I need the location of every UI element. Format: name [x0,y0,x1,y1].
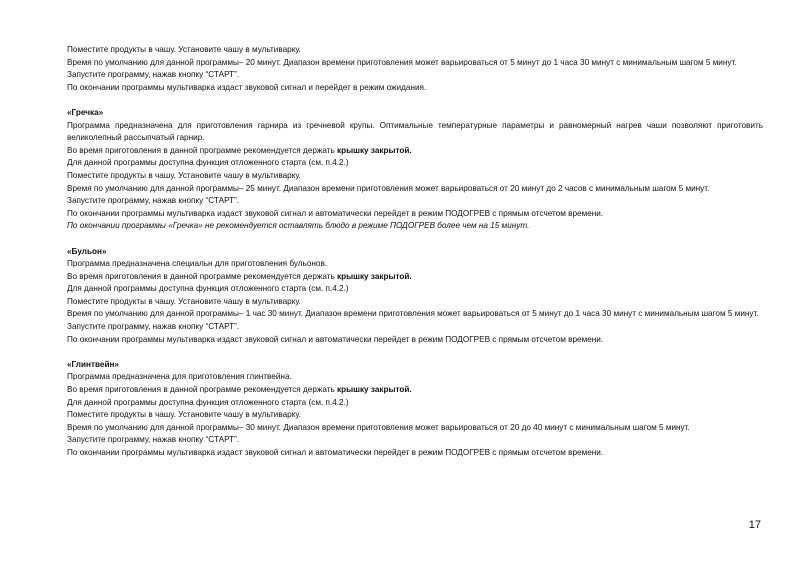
section-line: Время по умолчанию для данной программы– 25 минут. Диапазон времени приготовления может варьироваться от 20 минут до 2 часов с минимальным шагом 5 минут. [67,183,710,193]
lid-note-text: Во время приготовления в данной программе рекомендуется держать [67,271,338,281]
section-line: Программа предназначена для приготовления гарнира из гречневой крупы. Оптимальные температурные параметры и равномерный нагрев чаши позволяют приготовить великолепный рассыпчатый гарнир. [67,120,763,143]
section-line: Запустите программу, нажав кнопку “СТАРТ”. [67,322,240,332]
section-line: Для данной программы доступна функция отложенного старта (см. п.4.2.) [67,158,349,168]
section-title: «Бульон» [67,246,107,256]
section-bulon [67,246,763,347]
lid-closed-emphasis: крышку закрытой. [337,145,412,155]
section-line: Программа предназначена для приготовления глинтвейна. [67,372,292,382]
page-number: 17 [748,519,761,531]
section-line: Для данной программы доступна функция отложенного старта (см. п.4.2.) [67,397,349,407]
section-glintvein [67,359,763,460]
section-line: Время по умолчанию для данной программы– 1 час 30 минут. Диапазон времени приготовления может варьироваться от 5 минут до 1 часа 30 минут с минимальным шагом 5 минут. [67,309,759,319]
section-line: Поместите продукты в чашу. Установите чашу в мультиварку. [67,170,301,180]
section-line: Программа предназначена специальн для приготовления бульонов. [67,259,328,269]
intro-section [67,44,763,94]
section-line [67,271,763,284]
section-title: «Глинтвейн» [67,359,119,369]
section-line: По окончании программы мультиварка издаст звуковой сигнал и автоматически перейдет в режим ПОДОГРЕВ с прямым отсчетом времени. [67,208,604,218]
lid-closed-emphasis: крышку закрытой. [337,385,412,395]
section-line: Запустите программу, нажав кнопку “СТАРТ”. [67,196,240,206]
section-grechka [67,107,763,233]
lid-note-text: Во время приготовления в данной программе рекомендуется держать [67,385,338,395]
intro-line: Запустите программу, нажав кнопку “СТАРТ”. [67,70,240,80]
document-page [67,44,763,460]
warning-note: По окончании программы «Гречка» не рекомендуется оставлять блюдо в режиме ПОДОГРЕВ более чем на 15 минут. [67,221,530,231]
section-line: Для данной программы доступна функция отложенного старта (см. п.4.2.) [67,284,349,294]
section-line: По окончании программы мультиварка издаст звуковой сигнал и автоматически перейдет в режим ПОДОГРЕВ с прямым отсчетом времени. [67,334,604,344]
section-line: Время по умолчанию для данной программы– 30 минут. Диапазон времени приготовления может варьироваться от 20 до 40 минут с минимальным шагом 5 минут. [67,422,690,432]
intro-line: Время по умолчанию для данной программы– 20 минут. Диапазон времени приготовления может варьироваться от 5 минут до 1 часа 30 минут с минимальным шагом 5 минут. [67,57,737,67]
section-line: Поместите продукты в чашу. Установите чашу в мультиварку. [67,296,301,306]
section-line: По окончании программы мультиварка издаст звуковой сигнал и автоматически перейдет в режим ПОДОГРЕВ с прямым отсчетом времени. [67,448,604,457]
section-line: Запустите программу, нажав кнопку “СТАРТ”. [67,435,240,445]
lid-closed-emphasis: крышку закрытой. [337,271,412,281]
section-line [67,145,763,158]
intro-line: Поместите продукты в чашу. Установите чашу в мультиварку. [67,45,301,54]
intro-line: По окончании программы мультиварка издаст звуковой сигнал и перейдет в режим ожидания. [67,82,427,92]
section-line [67,384,763,397]
section-title: «Гречка» [67,107,104,117]
lid-note-text: Во время приготовления в данной программе рекомендуется держать [67,145,338,155]
section-line: Поместите продукты в чашу. Установите чашу в мультиварку. [67,410,301,420]
